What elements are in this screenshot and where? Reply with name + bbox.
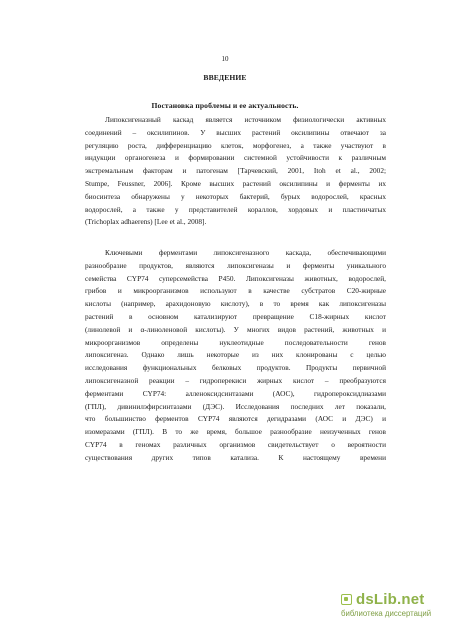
text-line: кислоты (например, арахидоновую кислоту), в то время как липоксигеназы xyxy=(85,299,386,309)
paragraph-2 xyxy=(85,247,386,465)
text-line: биосинтеза обнаружены у некоторых бактерий, бурых водорослей, красных xyxy=(85,191,386,201)
text-line: растений в основном катализируют превращение C18-жирных кислот xyxy=(85,311,386,321)
text-line: регуляцию роста, дифференциацию клеток, морфогенез, а также участвуют в xyxy=(85,140,386,150)
text-line: индукции органогенеза и формировании системной устойчивости к различным xyxy=(85,153,386,163)
watermark-brand: dsLib.net xyxy=(356,591,425,608)
text-line: липоксигеназной реакции – гидроперекиси жирных кислот – преобразуются xyxy=(85,375,386,385)
section-title-introduction: ВВЕДЕНИЕ xyxy=(203,73,247,82)
text-line: Ключевыми ферментами липоксигеназного каскада, обеспечивающими xyxy=(105,248,386,257)
text-line: соединений – оксилипинов. У высших растений оксилипины отвечают за xyxy=(85,127,386,137)
text-line: микроорганизмов определены нуклеотидные последовательности генов xyxy=(85,337,386,347)
text-line: Липоксигеназный каскад является источником физиологически активных xyxy=(105,115,386,124)
text-line: существования других типов катализа. К настоящему времени xyxy=(85,452,386,462)
text-line: (ГПЛ), дивинилэфирсинтазами (ДЭС). Исследования последних лет показали, xyxy=(85,401,386,411)
text-line: грибов и микроорганизмов используют в качестве субстратов C20-жирные xyxy=(85,286,386,296)
text-line: исследования функциональных белковых продуктов. Продукты первичной xyxy=(85,363,386,373)
watermark-subtitle: библиотека диссертаций xyxy=(341,609,432,618)
text-line: липоксигеназ. Однако лишь некоторые из них клонированы с целью xyxy=(85,350,386,360)
paragraph-1 xyxy=(85,114,386,229)
text-line: экстремальным факторам и патогенам [Тарчевский, 2001, Itoh et al., 2002; xyxy=(85,166,386,176)
text-line: ферментами CYP74: алленоксидсинтазами (АОС), гидропероксидлиазами xyxy=(85,388,386,398)
text-line: семейства CYP74 суперсемейства P450. Липоксигеназы животных, водорослей, xyxy=(85,273,386,283)
text-line: что большинство ферментов CYP74 являются дегидразами (АОС и ДЭС) и xyxy=(85,414,386,424)
text-line: Stumpe, Feussner, 2006]. Кроме высших растений оксилипины и ферменты их xyxy=(85,178,386,188)
text-line: (Trichoplax adhaerens) [Lee et al., 2008]. xyxy=(85,217,207,227)
text-line: CYP74 в геномах различных организмов свидетельствует о вероятности xyxy=(85,439,386,449)
page-number: 10 xyxy=(221,55,229,63)
text-line: водорослей, а также у представителей кораллов, хордовых и пластинчатых xyxy=(85,204,386,214)
text-line: (линолевой и α-линоленовой кислоты). У многих видов растений, животных и xyxy=(85,324,386,334)
text-line: разнообразие продуктов, являются липоксигеназы и ферменты уникального xyxy=(85,260,386,270)
subsection-title-problem: Постановка проблемы и ее актуальность. xyxy=(151,101,299,110)
book-icon xyxy=(341,594,352,605)
text-line: изомеразами (ГПЛ). В то же время, большое разнообразие неизученных генов xyxy=(85,427,386,437)
watermark xyxy=(341,591,447,618)
